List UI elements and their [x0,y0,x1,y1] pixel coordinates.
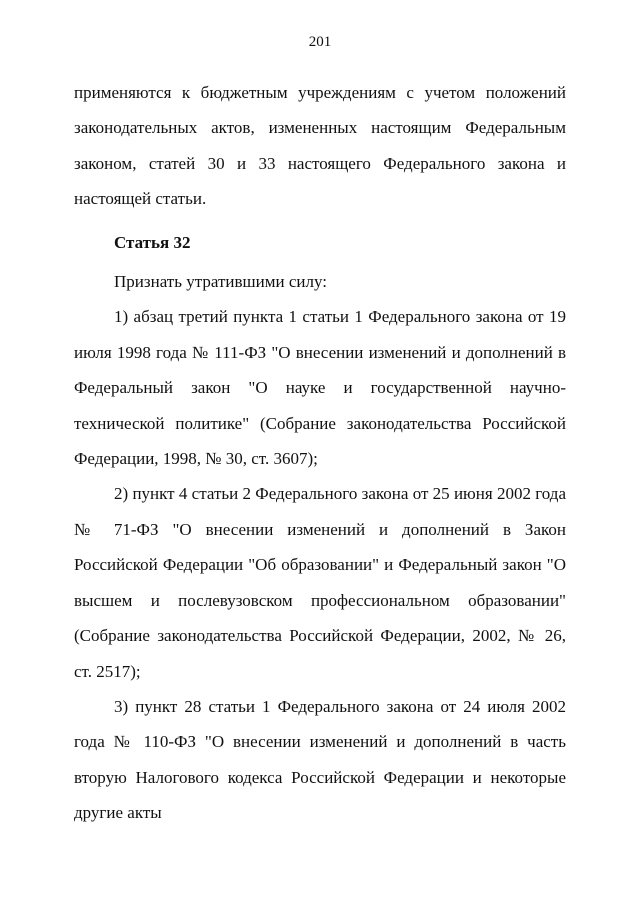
paragraph-item-3: 3) пункт 28 статьи 1 Федерального закона от 24 июля 2002 года № 110-ФЗ "О внесении изменений и дополнений в часть вторую Налогового кодекса Российской Федерации и некоторые другие акты [74,696,566,823]
paragraph-intro: Признать утратившими силу: [114,272,327,292]
page-number: 201 [308,34,332,50]
article-heading: Статья 32 [114,232,191,252]
paragraph-item-1: 1) абзац третий пункта 1 статьи 1 Федерального закона от 19 июля 1998 года № 111-ФЗ "О внесении изменений и дополнений в Федеральный закон "О науке и государственной научно-технической политике" (Собрание законодательства Российской Федерации, 1998, № 30, ст. 3607); [74,307,566,469]
paragraph-continuation: применяются к бюджетным учреждениям с учетом положений законодательных актов, измененных настоящим Федеральным законом, статей 30 и 33 настоящего Федерального закона и настоящей статьи. [74,83,566,209]
paragraph-item-2: 2) пункт 4 статьи 2 Федерального закона от 25 июня 2002 года № 71-ФЗ "О внесении изменений и дополнений в Закон Российской Федерации "Об образовании" и Федеральный закон "О высшем и послевузовском профессиональном образовании" (Собрание законодательства Российской Федерации, 2002, № 26, ст. 2517); [74,484,566,681]
document-body [74,75,566,831]
